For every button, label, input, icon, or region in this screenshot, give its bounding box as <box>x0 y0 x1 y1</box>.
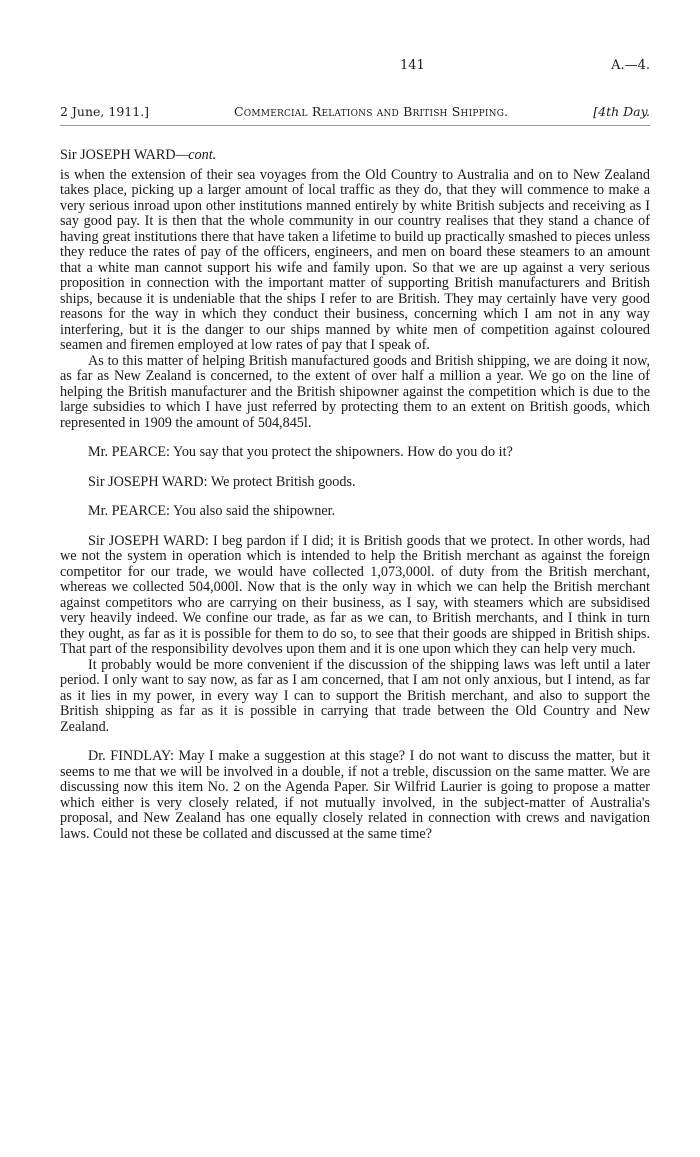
paragraph-pearce-question: Mr. PEARCE: You say that you protect the shipowners. How do you do it? <box>88 444 513 460</box>
paragraph-pearce-shipowner: Mr. PEARCE: You also said the shipowner. <box>88 503 336 519</box>
speaker-name: Sir JOSEPH WARD <box>60 147 176 163</box>
paragraph-ward-shipping-laws: It probably would be more convenient if the discussion of the shipping laws was left until a later period. I only want to say now, as far as I am concerned, that I am not only anxious, but I intend, as far as it lies in my power, in every way I can to support the British merchant, and also to support the British shipping as far as it is possible in carrying that trade between the Old Country and New Zealand. <box>60 656 650 735</box>
running-head <box>60 104 650 119</box>
document-reference: A.—4. <box>611 58 650 73</box>
session-day: [4th Day. <box>593 104 650 119</box>
session-date: 2 June, 1911.] <box>60 104 150 119</box>
paragraph-ward-pardon: Sir JOSEPH WARD: I beg pardon if I did; it is British goods that we protect. In other words, had we not the system in operation which is intended to help the British merchant as against the foreign competitor for our trade, we would have collected 1,073,000l. of duty from the British merchant, whereas we collected 504,000l. Now that is the only way in which we can help the British merchant against competitors who are carrying on their business, as I say, with steamers which are subsidised very heavily indeed. We confine our trade, as far as we can, to British merchants, and I think in turn they ought, as far as it is possible for them to do so, to see that their goods are shipped in British ships. That part of the responsibility devolves upon them and it is one upon which they can help very much. <box>60 532 650 657</box>
continued-speaker-heading <box>60 148 650 164</box>
continued-marker: —cont. <box>175 147 217 163</box>
section-title: Commercial Relations and British Shipping. <box>234 104 509 119</box>
paragraph-findlay-suggestion: Dr. FINDLAY: May I make a suggestion at this stage? I do not want to discuss the matter, but it seems to me that we will be involved in a double, if not a treble, discussion on the same matter. We are discussing now this item No. 2 on the Agenda Paper. Sir Wilfrid Laurier is going to propose a matter which either is very closely related, if not mutually involved, in the subject-matter of Australia's proposal, and New Zealand has one equally closely related in connection with crews and navigation laws. Could not these be collated and discussed at the same time? <box>60 748 650 842</box>
header-rule <box>60 125 650 126</box>
transcript-body <box>60 148 650 842</box>
paragraph-ward-helping-british: As to this matter of helping British manufactured goods and British shipping, we are doing it now, as far as New Zealand is concerned, to the extent of over half a million a year. We go on the line of helping the British manufacturer and the British shipowner against the competition which is due to the large subsidies to which I have just referred by protecting them to an extent on British goods, which represented in 1909 the amount of 504,845l. <box>60 352 650 431</box>
page-number: 141 <box>400 58 425 73</box>
paragraph-ward-reply: Sir JOSEPH WARD: We protect British goods. <box>88 473 356 490</box>
paragraph-ward-continued: is when the extension of their sea voyages from the Old Country to Australia and on to New Zealand takes place, picking up a larger amount of local traffic as they do, that they will commence to make a very serious inroad upon other institutions manned entirely by white British subjects and receiving as I say good pay. It is then that the whole community in our country realises that they stand a chance of having great institutions there that have taken a lifetime to build up practically smashed to pieces unless they reduce the rates of pay of the officers, engineers, and men on board these steamers to an amount that a white man cannot support his wife and family upon. So that we are up against a very serious proposition in connection with the important matter of supporting British manufacturers and British ships, because it is undeniable that the ships I refer to are British. They may certainly have very good reasons for the way in which they conduct their business, concerning which I am not in any way interfering, but it is the danger to our ships manned by white men of competition against coloured seamen and firemen employed at low rates of pay that I speak of. <box>60 166 650 353</box>
top-line <box>60 58 650 72</box>
